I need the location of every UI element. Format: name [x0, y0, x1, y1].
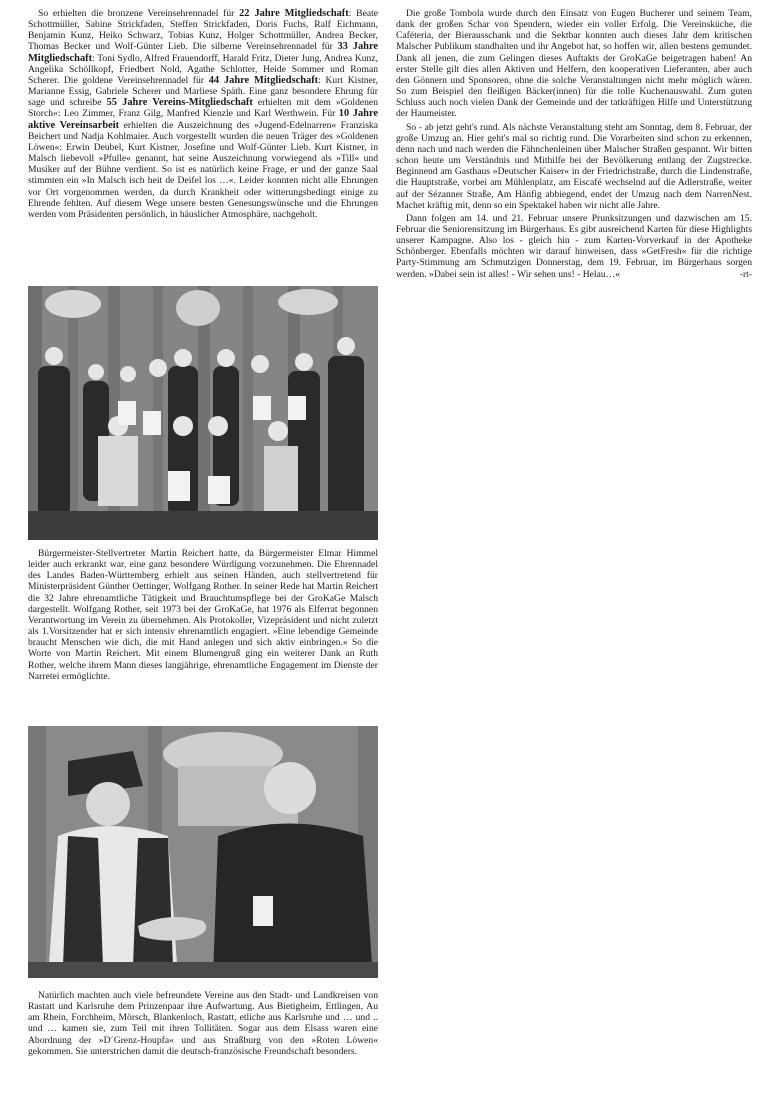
visitors-paragraph: Natürlich machten auch viele befreundete Vereine aus den Stadt- und Landkreisen von Rastatt und Karlsruhe dem Prinzenpaar ihre Aufwartung. Aus Bietigheim, Ettlingen, Au am Rhein, Forchheim, Mörsch, Blankenloch, Rastatt, etliche aus Karlsruhe und … und .. und … kamen sie, zum Teil mit ihren Tollitäten. Sogar aus dem Elsass waren eine Abordnung der »D´Grenz-Houpfa« und aus Straßburg von den »Roten Löwen« gekommen. Sie unterstrichen damit die deutsch-französische Freundschaft besonders. — [28, 990, 378, 1057]
article-column-right — [396, 8, 752, 280]
bold-heading-44-years: 44 Jahre Mitgliedschaft — [208, 74, 319, 86]
parade-paragraph: So - ab jetzt geht's rund. Als nächste Veranstaltung steht am Sonntag, dem 8. Februar, der große Umzug an. Hier geht's mal so richtig rund. Die Vorarbeiten sind schon zu erkennen, denn nach und nach werden die Fähnchenleinen über Malscher Straßen gespannt. Wir bitten schon heute um Verständnis und Mithilfe bei der Bevölkerung entlang der Zugstrecke. Beginnend am Gasthaus »Deutscher Kaiser« in der Friedrichstraße, durch die Lindenstraße, die Hauptstraße, vorbei am Mühlenplatz, am Eiscafé wechselnd auf die Adlerstraße, weiter auf der Sézanner Straße, Am Hänfig abbiegend, endet der Umzug nach dem NarrenNest. Machet kräftig mit, denn so ein Spektakel haben wir nicht alle Jahre. — [396, 121, 752, 211]
honors-paragraph — [28, 8, 378, 220]
award-paragraph: Bürgermeister-Stellvertreter Martin Reichert hatte, da Bürgermeister Elmar Himmel leider auch erkrankt war, eine ganz besondere Würdigung vorzunehmen. Die Ehrennadel des Landes Baden-Württemberg erhielt aus seinen Händen, auch stellvertretend für Ministerpräsident Günther Oettinger, Wolfgang Rother. In seiner Rede hat Martin Reichert die 32 Jahre ehrenamtliche Tätigkeit und Brauchtumspflege bei der GroKaGe Malsch dargestellt. Wolfgang Rother, seit 1973 bei der GroKaGe, hat 1976 als Elferrat begonnen Verantwortung im Verein zu übernehmen. Als Protokoller, Vizepräsident und nicht zuletzt als 1.Vorsitzender hat er sich intensiv ehrenamtlich engagiert. »Eine lebendige Gemeinde braucht Menschen wie dich, die mit Hand anlegen und sich aktiv einbringen.« So die Worte von Martin Reichert. Mit einem Blumengruß ging ein weiterer Dank an Ruth Rother, welche ihrem Mann dieses langjährige, ehrenamtliche Engagement im Dienste der Narretei ermöglichte. — [28, 548, 378, 682]
text-run: erhielten mit dem »Goldenen Storch«: Leo Zimmer, Franz Gilg, Manfred Kienzle und Karl Werthwein. Für — [28, 97, 378, 120]
author-signature: -rt- — [739, 268, 752, 280]
events-text: Dann folgen am 14. und 21. Februar unsere Prunksitzungen und dazwischen am 15. Februar die Seniorensitzung im Bürgerhaus. Es gibt ausreichend Karten für diese Highlights unserer Kampagne. Also los - gleich hin - zum Karten-Vorverkauf in der Apotheke Schönberger. Ebenfalls möchten wir darauf hinweisen, dass »GetFresh« für die richtige Party-Stimmung am Schmutzigen Donnerstag, dem 19. Februar, im Bürgerhaus sorgen werden. »Dabei sein ist alles! - Wir sehen uns! - Helau…« — [396, 212, 752, 280]
events-paragraph — [396, 213, 752, 280]
article-column-left-middle — [28, 548, 378, 682]
bold-heading-22-years: 22 Jahre Mitgliedschaft — [239, 8, 349, 19]
tombola-paragraph: Die große Tombola wurde durch den Einsatz von Eugen Bucherer und seinem Team, dank der großen Schar von Spendern, wieder ein voller Erfolg. Die Vereinsküche, die Caféteria, der Bierausschank und die Sektbar konnten auch dieses Jahr dem kritischen Malscher Publikum standhalten und ihr Angebot hat, so hoffen wir, allen bestens gemundet. Dank all jenen, die zum Gelingen dieses Auftakts der GroKaGe beigetragen haben! An erster Stelle gilt dies allen Aktiven und Helfern, den kooperativen Lieferanten, aber auch den Gönnern und Sponsoren, ohne die solche Veranstaltungen nicht mehr möglich wären. So zum Beispiel den fleißigen Bäcker(innen) für die tolle Kuchenauswahl. Zum guten Schluss auch noch vielen Dank der Gemeinde und der tatkräftigen Hilfe und Unterstützung der Haumeister. — [396, 8, 752, 120]
group-photo — [28, 286, 378, 540]
handshake-photo — [28, 726, 378, 978]
text-run: So erhielten die bronzene Vereinsehrennadel für — [38, 8, 240, 19]
handshake-photo-image — [28, 726, 378, 978]
group-photo-image — [28, 286, 378, 540]
bold-heading-33-years: 33 Jahre Mitgliedschaft — [28, 41, 378, 64]
text-run: : Kurt Kistner, Marianne Essig, Gabriele Scherer und Marliese Späth. Eine ganz besondere Ehrung für sage und schreibe — [28, 74, 379, 109]
text-run: erhielten die Auszeichnung des »Jugend-Edelnarren« Franziska Beichert und Nadja Kohlmaier. Auch vorgestellt wurden die neuen Träger des »Goldenen Löwen«: Erwin Deubel, Kurt Kistner, Josefine und Wolf-Günter Lieb. Kurt Kistner, in Malsch liebevoll »Pfulle« genannt, hat seine Auszeichnung vorwiegend als »Till« und Musiker auf der Bühne verdient. So ist es natürlich keine Frage, er und der ganze Saal stimmten ein »In Malsch isch heit de Deifel los …«. Leider konnten nicht alle Ehrungen vor Ort vorgenommen werden, da durch Krankheit oder witterungsbedingt einige zu Ehrende fehlten. Auf diesem Wege unsere besten Genesungswünsche und die Ehrungen werden vom Präsidenten persönlich, in häuslicher Atmosphäre, nachgeholt. — [28, 119, 378, 220]
article-column-left-top — [28, 8, 378, 220]
text-run: : Toni Sydlo, Alfred Frauendorff, Harald Fritz, Dieter Jung, Andrea Kunz, Angelika Schöllkopf, Friedbert Nold, Agathe Schlotter, Heide Sommer und Roman Scherer. Die goldene Vereinsehrennadel für — [28, 52, 378, 86]
bold-heading-10-years: 10 Jahre aktive Vereinsarbeit — [28, 108, 378, 131]
bold-heading-55-years: 55 Jahre Vereins-Mitgliedschaft — [106, 97, 253, 109]
text-run: : Beate Schottmüller, Sabine Strickfaden, Steffen Strickfaden, Doris Fuchs, Ralf Eichmann, Benjamin Kunz, Heiko Schwarz, Tobias Kunz, Holger Schottmüller, Andrea Becker, Thomas Becker und Wolf-Günter Lieb. Die silberne Vereinsehrennadel für — [28, 8, 379, 53]
article-column-left-bottom — [28, 990, 378, 1057]
